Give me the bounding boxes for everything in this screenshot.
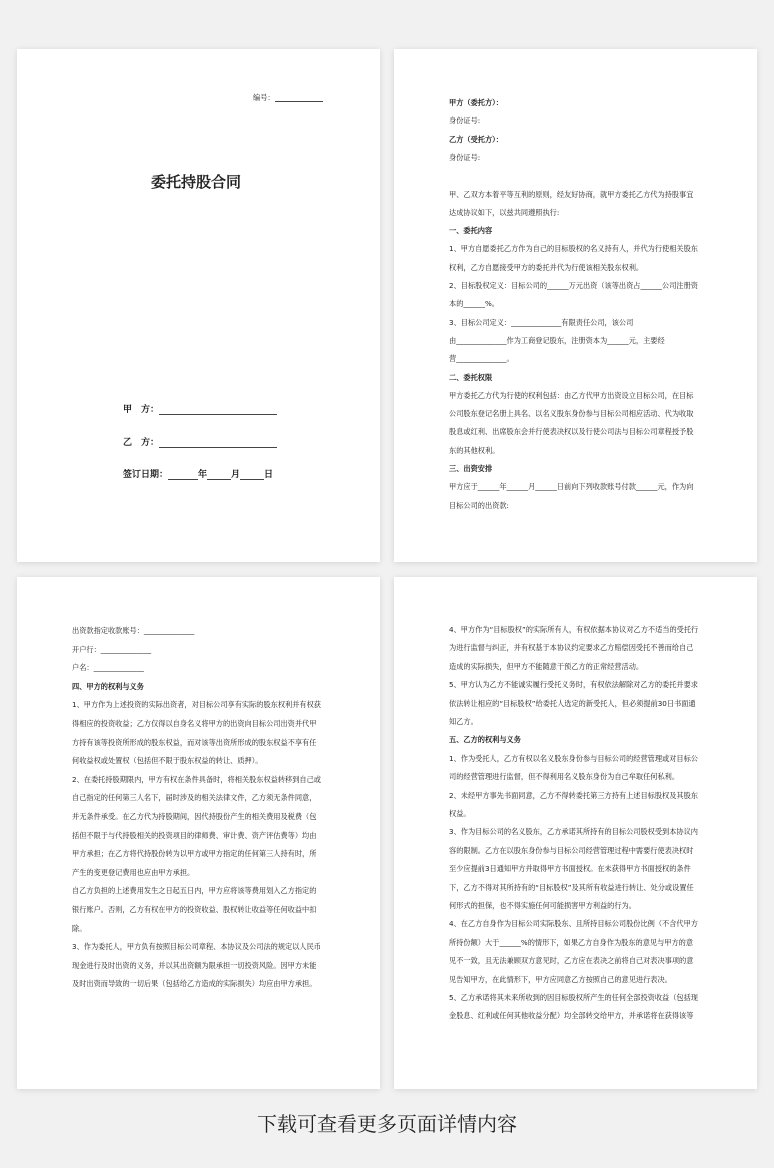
- section-heading: 乙方（受托方）：: [449, 134, 503, 144]
- body-text-line: 何形式的担保，也不得实施任何可能损害甲方利益的行为。: [449, 901, 636, 910]
- body-text-line: 造成的实际损失，但甲方不能随意干预乙方的正常经营活动。: [449, 661, 644, 671]
- month-label: 月: [231, 470, 241, 480]
- body-text-line: 2、未经甲方事先书面同意，乙方不得转委托第三方持有上述目标股权及其股东: [449, 790, 698, 800]
- contract-page-2: [394, 49, 757, 562]
- year-label: 年: [198, 470, 208, 480]
- body-text-line: 身份证号:: [449, 116, 481, 126]
- body-text-line: 4、在乙方自身作为目标公司实际股东、且所持目标公司股份比例（不含代甲方: [449, 919, 698, 929]
- body-text-line: 为进行监督与纠正，并有权基于本协议约定要求乙方赔偿因受托不善而给自己: [449, 643, 694, 653]
- body-text-line: 3、目标公司定义：______________有限责任公司，该公司: [449, 317, 634, 327]
- body-text-line: 方持有该等投资所形成的股东权益，而对该等出资所形成的股东权益不享有任: [72, 737, 317, 747]
- body-text-line: 出资款指定收款账号：______________: [72, 626, 195, 635]
- body-text-line: 5、甲方认为乙方不能诚实履行受托义务时，有权依法解除对乙方的委托并要求: [449, 680, 698, 690]
- body-text-line: 公司股东登记名册上具名、以名义股东身份参与目标公司相应活动、代为收取: [449, 409, 694, 419]
- section-heading: 一、委托内容: [449, 226, 493, 236]
- body-text-line: 见告知甲方，在此情形下，甲方应同意乙方按照自己的意见进行表决。: [449, 974, 672, 984]
- body-text-line: 知乙方。: [449, 717, 478, 726]
- body-text-line: 股息或红利、出席股东会并行使表决权以及行使公司法与目标公司章程授予股: [449, 427, 694, 437]
- body-text-line: 所持份额）大于______%的情形下，如果乙方自身作为股东的意见与甲方的意: [449, 937, 694, 947]
- section-heading: 二、委托权限: [449, 372, 493, 382]
- party-a-line: [123, 402, 277, 415]
- body-text-line: 甲方委托乙方代为行使的权利包括：由乙方代甲方出资设立目标公司，在目标: [449, 390, 694, 400]
- body-text-line: 1、甲方作为上述投资的实际出资者，对目标公司享有实际的股东权利并有权获: [72, 700, 321, 710]
- month-blank: [207, 471, 231, 480]
- day-label: 日: [264, 470, 274, 480]
- year-blank: [168, 471, 198, 480]
- body-text-line: 银行账户。否则，乙方有权在甲方的投资收益、股权转让收益等任何收益中扣: [72, 905, 317, 914]
- body-text-line: 除。: [72, 923, 87, 933]
- sign-date-label: 签订日期：: [123, 470, 169, 480]
- body-text-line: 并无条件承受。在乙方代为持股期间，因代持股份产生的相关费用及税费（包: [72, 812, 317, 821]
- body-text-line: 4、甲方作为“目标股权”的实际所有人，有权依据本协议对乙方不适当的受托行: [449, 625, 699, 634]
- body-text-line: 权益。: [449, 809, 471, 818]
- body-text-line: 甲方承担；在乙方将代持股份转为以甲方或甲方指定的任何第三人持有时，所: [72, 849, 317, 859]
- body-text-line: 1、甲方自愿委托乙方作为自己的目标股权的名义持有人，并代为行使相关股东: [449, 244, 698, 254]
- body-text-line: 权利，乙方自愿接受甲方的委托并代为行使该相关股东权利。: [449, 262, 644, 272]
- body-text-line: 自乙方负担的上述费用发生之日起五日内，甲方应将该等费用划入乙方指定的: [72, 886, 317, 896]
- body-text-line: 户名：______________: [72, 663, 144, 673]
- body-text-line: 及时出资而导致的一切后果（包括给乙方造成的实际损失）均应由甲方承担。: [72, 979, 317, 989]
- body-text-line: 司的经营管理进行监督，但不得利用名义股东身份为自己牟取任何私利。: [449, 772, 680, 782]
- body-text-line: 东的其他权利。: [449, 445, 500, 455]
- body-text-line: 3、作为委托人，甲方负有按照目标公司章程、本协议及公司法的规定以人民币: [72, 942, 321, 952]
- body-text-line: 5、乙方承诺将其未来所收到的因目标股权所产生的任何全部投资收益（包括现: [449, 993, 698, 1002]
- body-text-line: 至少应提前3日通知甲方并取得甲方书面授权。在未获得甲方书面授权的条件: [449, 864, 691, 874]
- section-heading: 甲方（委托方）：: [449, 98, 503, 107]
- contract-number-blank: [275, 93, 323, 102]
- body-text-line: 甲、乙双方本着平等互利的原则，经友好协商，就甲方委托乙方代为持股事宜: [449, 189, 694, 199]
- contract-title: 委托持股合同: [151, 173, 242, 191]
- section-heading: 五、乙方的权利与义务: [449, 735, 521, 745]
- body-text-line: 由______________作为工商登记股东，注册资本为______元，主要经: [449, 335, 665, 345]
- body-text-line: 本的______%。: [449, 299, 499, 309]
- body-text-line: 产生的变更登记费用也应由甲方承担。: [72, 867, 195, 877]
- party-b-line: [123, 435, 277, 448]
- day-blank: [240, 471, 264, 480]
- contract-page-3: [17, 577, 380, 1089]
- sign-date-line: [123, 467, 273, 480]
- party-a-blank: [159, 406, 277, 415]
- contract-number-line: [253, 93, 323, 102]
- body-text-line: 现金进行及时出资的义务，并以其出资额为限承担一切投资风险。因甲方未能: [72, 960, 317, 970]
- body-text-line: 依法转让相应的“目标股权”给委托人选定的新受托人，但必须提前30日书面通: [449, 698, 696, 708]
- body-text-line: 达成协议如下，以兹共同遵照执行:: [449, 207, 560, 217]
- party-b-label: 乙 方：: [123, 438, 160, 448]
- contract-number-label: 编号：: [253, 93, 275, 102]
- body-text-line: 身份证号:: [449, 152, 481, 162]
- contract-page-4: [394, 577, 757, 1089]
- body-text-line: 2、在委托持股期限内，甲方有权在条件具备时，将相关股东权益转移到自己或: [72, 774, 321, 784]
- body-text-line: 营______________。: [449, 354, 514, 364]
- body-text-line: 何收益权或处置权（包括但不限于股东权益的转让、质押）。: [72, 756, 263, 766]
- party-b-blank: [159, 439, 277, 448]
- body-text-line: 开户行：______________: [72, 644, 152, 654]
- body-text-line: 自己指定的任何第三人名下，届时涉及的相关法律文件，乙方须无条件同意，: [72, 793, 317, 803]
- body-text-line: 目标公司的出资款:: [449, 500, 509, 510]
- body-text-line: 3、作为目标公司的名义股东，乙方承诺其所持有的目标公司股权受到本协议内: [449, 827, 698, 837]
- body-text-line: 2、目标股权定义：目标公司的______万元出资（该等出资占______公司注册资: [449, 281, 698, 290]
- contract-page-1: [17, 49, 380, 562]
- body-text-line: 见不一致，且无法兼顾双方意见时，乙方应在表决之前将自己对表决事项的意: [449, 956, 694, 966]
- download-more-footer: 下载可查看更多页面详情内容: [257, 1112, 517, 1136]
- body-text-line: 金股息、红利或任何其他收益分配）均全部转交给甲方，并承诺将在获得该等: [449, 1011, 694, 1021]
- body-text-line: 得相应的投资收益；乙方仅得以自身名义将甲方的出资向目标公司出资并代甲: [72, 719, 317, 728]
- section-heading: 三、出资安排: [449, 464, 493, 473]
- body-text-line: 甲方应于______年______月______日前向下列收款账号付款______元，作为向: [449, 482, 694, 492]
- party-a-label: 甲 方：: [123, 405, 160, 415]
- body-text-line: 括但不限于与代持股相关的投资项目的律师费、审计费、资产评估费等）均由: [72, 830, 317, 840]
- body-text-line: 下，乙方不得对其所持有的“目标股权”及其所有收益进行转让、处分或设置任: [449, 882, 694, 892]
- section-heading: 四、甲方的权利与义务: [72, 681, 144, 691]
- body-text-line: 1、作为受托人，乙方有权以名义股东身份参与目标公司的经营管理或对目标公: [449, 753, 698, 763]
- body-text-line: 容的限制。乙方在以股东身份参与目标公司经营管理过程中需要行使表决权时: [449, 845, 694, 855]
